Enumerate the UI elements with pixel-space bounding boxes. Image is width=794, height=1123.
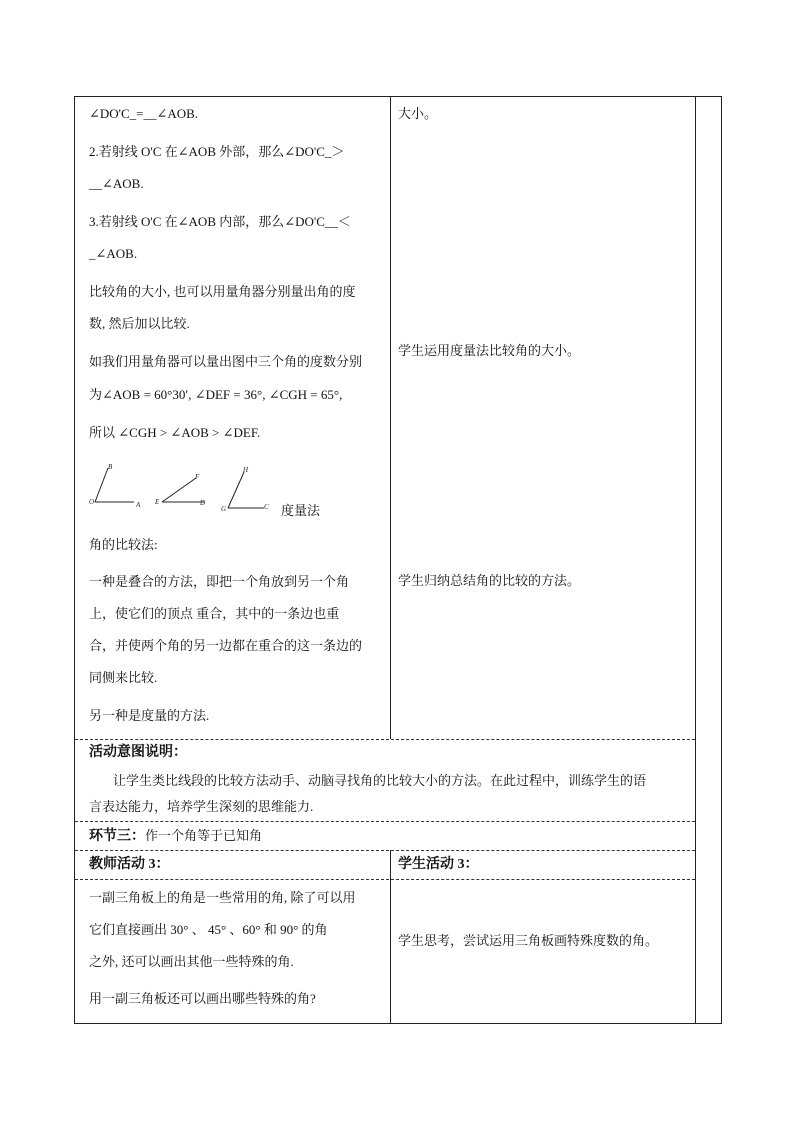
teacher-para1b: 数, 然后加以比较. (89, 316, 190, 331)
row-divider-intent (75, 739, 695, 740)
row-divider-activity3 (75, 850, 695, 851)
label-H: H (243, 466, 249, 474)
student-line1: 大小。 (398, 106, 438, 121)
angle-figure (86, 462, 276, 518)
label-G: G (221, 505, 227, 513)
method2: 另一种是度量的方法. (89, 708, 210, 723)
teacher-activity3-header: 教师活动 3： (89, 857, 170, 872)
inner-right-border (695, 96, 696, 1024)
intent-title: 活动意图说明： (89, 745, 187, 760)
method1d: 同侧来比较. (89, 670, 158, 685)
section3-title: 作一个角等于已知角 (145, 828, 263, 843)
teacher-para2b: 为∠AOB = 60°30′, ∠DEF = 36°, ∠CGH = 65°, (89, 387, 343, 402)
teacher-item2a: 2.若射线 O'C 在∠AOB 外部，那么∠DO'C_＞ (89, 144, 345, 159)
label-C: C (264, 503, 269, 511)
activity3-teacher-c: 之外, 还可以画出其他一些特殊的角. (89, 954, 294, 969)
label-A: A (136, 501, 141, 509)
section3-label: 环节三： (89, 829, 145, 844)
intent-body-a: 让学生类比线段的比较方法动手、动脑寻找角的比较大小的方法。在此过程中，训练学生的语 (113, 773, 647, 788)
teacher-para2a: 如我们用量角器可以量出图中三个角的度数分别 (89, 354, 363, 369)
method1b: 上，使它们的顶点 重合，其中的一条边也重 (89, 606, 340, 621)
student-line2: 学生运用度量法比较角的大小。 (398, 343, 581, 358)
activity3-student-a: 学生思考，尝试运用三角板画特殊度数的角。 (398, 933, 659, 948)
label-E: E (155, 498, 160, 506)
student-activity3-header: 学生活动 3： (398, 857, 479, 872)
label-O: O (89, 498, 95, 506)
teacher-item3b: _∠AOB. (89, 246, 138, 261)
column-divider-bottom (390, 850, 391, 1024)
label-F: F (195, 473, 200, 481)
teacher-para3: 所以 ∠CGH > ∠AOB > ∠DEF. (89, 425, 261, 440)
page-frame (74, 96, 722, 1024)
teacher-item2b: __∠AOB. (89, 176, 144, 191)
intent-body-b: 言表达能力，培养学生深刻的思维能力. (89, 799, 314, 814)
row-divider-section3 (75, 821, 695, 822)
label-B: B (108, 463, 113, 471)
teacher-para1a: 比较角的大小, 也可以用量角器分别量出角的度 (89, 284, 356, 299)
teacher-line1: ∠DO'C_=__∠AOB. (89, 106, 199, 121)
student-line3: 学生归纳总结角的比较的方法。 (398, 573, 581, 588)
methods-title: 角的比较法: (89, 537, 158, 552)
activity3-teacher-a: 一副三角板上的角是一些常用的角, 除了可以用 (89, 890, 356, 905)
method1c: 合，并使两个角的另一边都在重合的这一条边的 (89, 638, 363, 653)
teacher-item3a: 3.若射线 O'C 在∠AOB 内部，那么∠DO'C__＜ (89, 214, 351, 229)
method1a: 一种是叠合的方法，即把一个角放到另一个角 (89, 574, 350, 589)
section3-heading (89, 828, 262, 845)
figure-caption: 度量法 (281, 503, 321, 518)
activity3-teacher-b: 它们直接画出 30° 、 45° 、60° 和 90° 的角 (89, 922, 328, 937)
outer-right-border (721, 96, 722, 1024)
activity3-teacher-d: 用一副三角板还可以画出哪些特殊的角? (89, 991, 316, 1006)
label-D: D (200, 499, 206, 507)
column-divider-top (390, 96, 391, 739)
row-divider-header3 (75, 879, 695, 880)
